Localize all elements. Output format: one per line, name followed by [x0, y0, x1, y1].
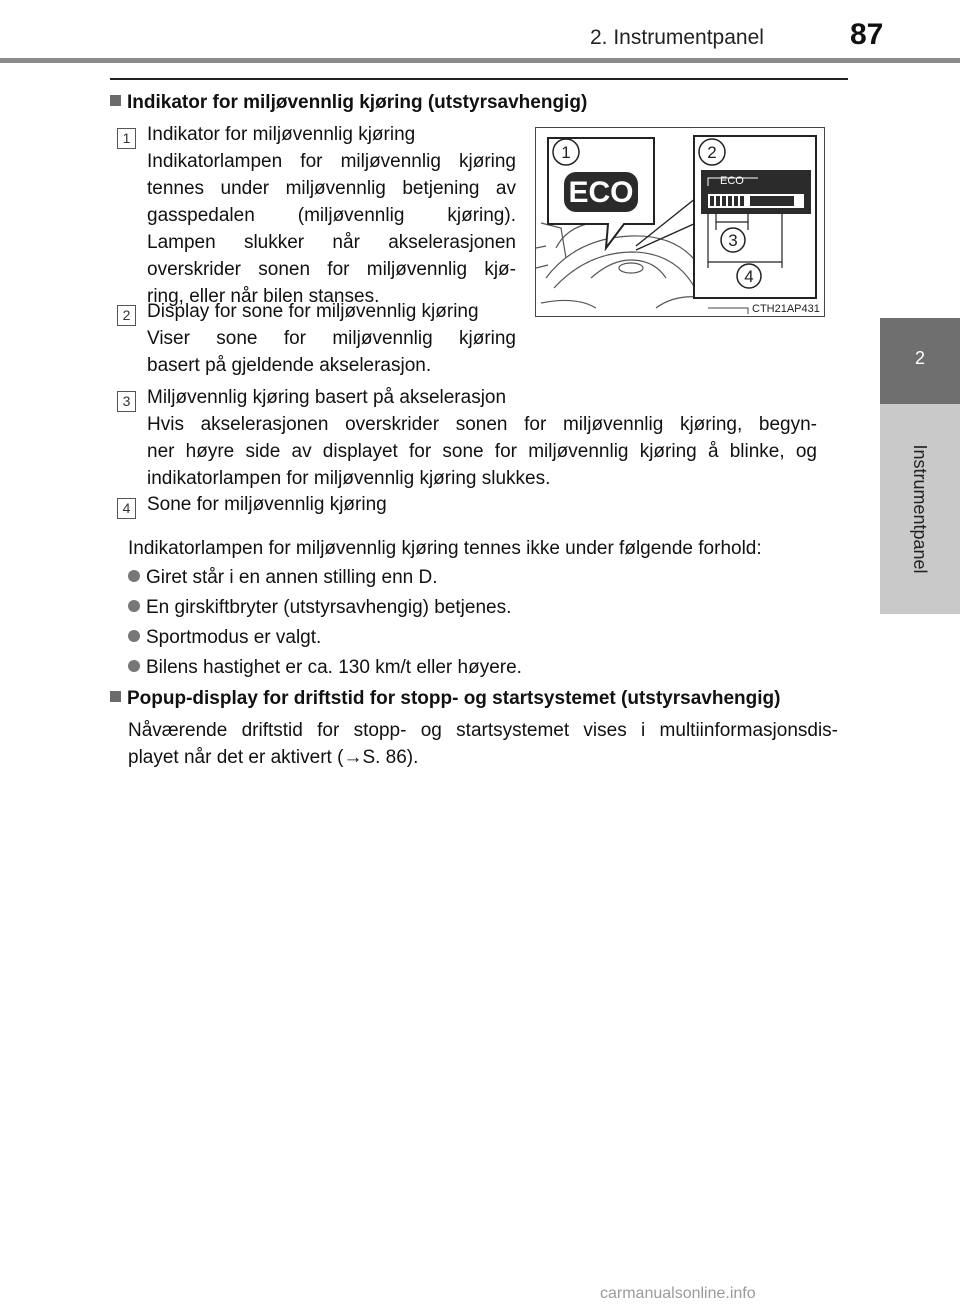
eco-indicator-illustration	[535, 127, 825, 317]
page-ref-link[interactable]: S. 86).	[362, 747, 419, 768]
bullet-icon	[128, 600, 140, 612]
item-4-title: Sone for miljøvennlig kjøring	[147, 494, 387, 515]
condition-item: Bilens hastighet er ca. 130 km/t eller høyere.	[128, 657, 522, 679]
item-3	[147, 384, 817, 492]
callout-4: 4	[744, 267, 754, 286]
item-1-line: overskrider sonen for miljøvennlig kjø-	[147, 259, 516, 280]
section-heading-popup	[110, 688, 780, 710]
condition-item: Giret står i en annen stilling enn D.	[128, 567, 438, 589]
bullet-icon	[128, 570, 140, 582]
chapter-tab	[880, 318, 960, 404]
page-header	[0, 0, 960, 58]
item-3-line: ner høyre side av displayet for sone for miljøvennlig kjøring å blinke, og	[147, 441, 817, 462]
item-number-1: 1	[117, 128, 136, 149]
callout-3: 3	[728, 231, 738, 250]
item-number-4: 4	[117, 498, 136, 519]
content-rule	[110, 78, 848, 80]
callout-2: 2	[707, 143, 717, 162]
illustration-svg	[536, 128, 824, 316]
page-number: 87	[850, 18, 884, 51]
heading-square-icon	[110, 95, 121, 106]
eco-bubble	[548, 138, 654, 248]
item-2-line: Viser sone for miljøvennlig kjøring	[147, 328, 516, 349]
header-rule	[0, 58, 960, 63]
chapter-strip	[880, 404, 960, 614]
item-3-line: indikatorlampen for miljøvennlig kjøring slukkes.	[147, 468, 551, 489]
popup-line: Nåværende driftstid for stopp- og startsystemet vises i multiinformasjonsdis-	[128, 720, 838, 741]
popup-line: playet når det er aktivert (→S. 86).	[128, 747, 419, 768]
callout-1: 1	[561, 143, 571, 162]
chapter-label: Instrumentpanel	[910, 444, 931, 574]
condition-item: Sportmodus er valgt.	[128, 627, 321, 649]
item-1-line: Lampen slukker når akselerasjonen	[147, 232, 516, 253]
bullet-icon	[128, 630, 140, 642]
item-1-title: Indikator for miljøvennlig kjøring	[147, 124, 416, 145]
item-1	[147, 121, 516, 310]
figure-code: CTH21AP431	[752, 303, 820, 315]
item-2	[147, 298, 516, 379]
section-heading-text: Indikator for miljøvennlig kjøring (utstyrsavhengig)	[127, 92, 588, 113]
condition-item: En girskiftbryter (utstyrsavhengig) betjenes.	[128, 597, 511, 619]
popup-description	[128, 717, 838, 771]
watermark: carmanualsonline.info	[600, 1285, 756, 1302]
page-ref-arrow-icon: →	[343, 747, 363, 768]
item-number-2: 2	[117, 305, 136, 326]
item-3-title: Miljøvennlig kjøring basert på akselerasjon	[147, 387, 507, 408]
section-heading-eco	[110, 92, 587, 114]
item-2-title: Display for sone for miljøvennlig kjøring	[147, 301, 479, 322]
item-1-line: tennes under miljøvennlig betjening av	[147, 178, 516, 199]
conditions-intro: Indikatorlampen for miljøvennlig kjøring tennes ikke under følgende forhold:	[128, 538, 762, 559]
eco-badge-text: ECO	[568, 176, 634, 209]
section-heading-text: Popup-display for driftstid for stopp- og startsystemet (utstyrsavhengig)	[127, 688, 781, 709]
bullet-icon	[128, 660, 140, 672]
eco-zone-display	[694, 136, 816, 298]
item-4	[147, 491, 817, 518]
chapter-number: 2	[914, 348, 925, 368]
item-2-line: basert på gjeldende akselerasjon.	[147, 355, 432, 376]
eco-small-text: ECO	[720, 175, 744, 187]
item-1-line: Indikatorlampen for miljøvennlig kjøring	[147, 151, 516, 172]
section-title: 2. Instrumentpanel	[590, 26, 764, 49]
item-1-line: ring, eller når bilen stanses.	[147, 286, 380, 307]
heading-square-icon	[110, 691, 121, 702]
item-number-3: 3	[117, 391, 136, 412]
dashboard-sketch	[536, 223, 706, 308]
item-3-line: Hvis akselerasjonen overskrider sonen for miljøvennlig kjøring, begyn-	[147, 414, 817, 435]
item-1-line: gasspedalen (miljøvennlig kjøring).	[147, 205, 516, 226]
